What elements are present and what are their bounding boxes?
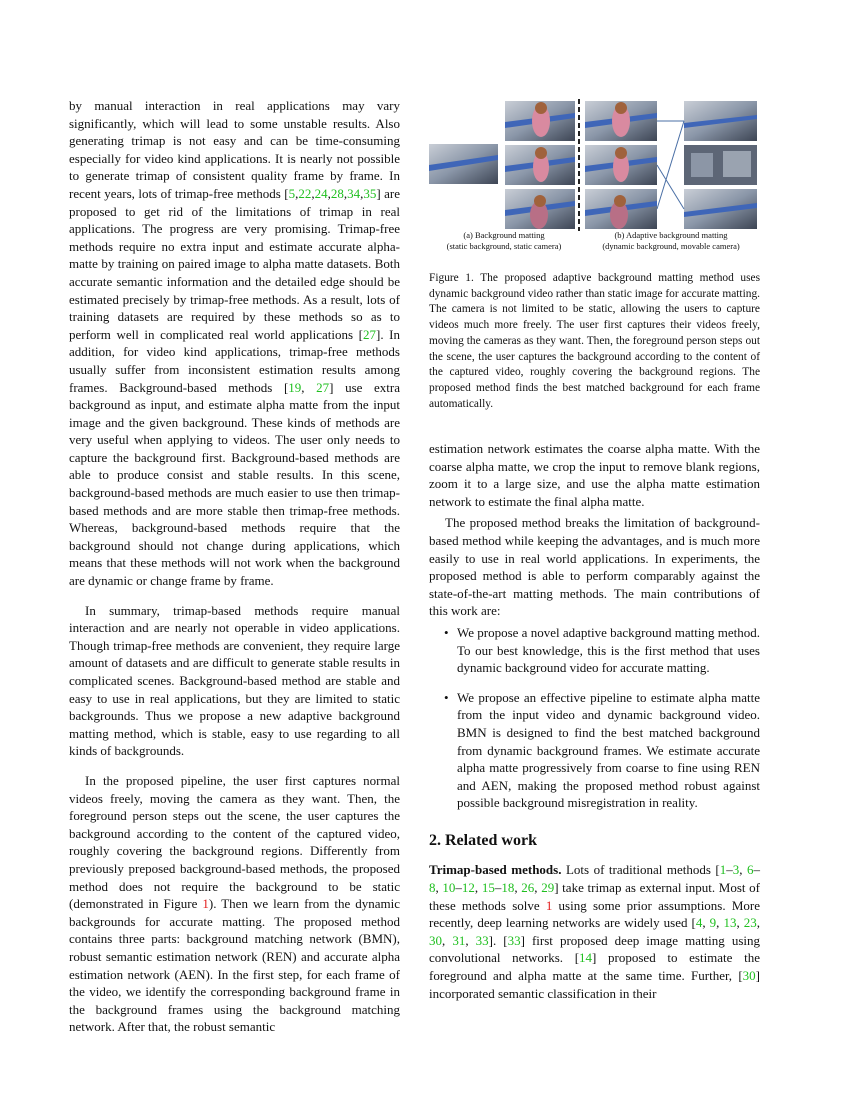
left-column	[69, 97, 400, 1036]
citation-link[interactable]: 23	[743, 915, 757, 931]
right-paragraph-1: estimation network estimates the coarse alpha matte. With the coarse alpha matte, we crop the input to remove blank regions, zoom it to a large size, and use the alpha matte estimation network to estimate the final alpha matte.	[429, 441, 760, 509]
subcaption-b: (b) Adaptive background matting (dynamic background, movable camera)	[602, 230, 740, 251]
input-frame	[585, 189, 657, 229]
citation-link[interactable]: 33	[507, 932, 521, 948]
citation-link[interactable]: 5	[288, 185, 296, 201]
input-frame	[505, 189, 575, 229]
citation-link[interactable]: 1	[719, 862, 727, 878]
input-frame	[505, 101, 575, 141]
citation-link[interactable]: 35	[363, 185, 377, 201]
runin-heading: Trimap-based methods.	[429, 862, 562, 878]
citation-link[interactable]: 27	[362, 326, 376, 342]
matching-lines	[657, 121, 684, 209]
input-frame	[585, 145, 657, 185]
input-frame	[585, 101, 657, 141]
citation-link[interactable]: 33	[475, 932, 489, 948]
section-heading: 2. Related work	[429, 831, 537, 849]
right-paragraph-2: The proposed method breaks the limitation of background-based method while keeping the advantages, and is much more easily to use in real world applications. In experiments, the proposed method is able to perform comparably against the state-of-the-art matting methods. The main contributions of this work are:	[429, 515, 760, 619]
citation-link[interactable]: 34	[347, 185, 361, 201]
figure-1	[429, 84, 760, 412]
citation-link[interactable]: 10	[442, 880, 456, 896]
citation-link[interactable]: 13	[723, 915, 737, 931]
figure-reference-link[interactable]: 1	[202, 896, 209, 912]
left-paragraph-2: In summary, trimap-based methods require manual interaction and are nearly not operable in video applications. Though trimap-free methods are convenient, they require large amount of datasets and are difficult to generate stable results in complicated scenes. Background-based method are stable and easy to use in real applications, but they are limited to static backgrounds. Thus we propose a new adaptive background matting method, which is stable, easy to use regarding to all kinds of backgrounds.	[69, 602, 400, 759]
citation-link[interactable]: 27	[316, 379, 330, 395]
left-paragraph-3: In the proposed pipeline, the user first captures normal videos freely, moving the camera as they want. Then, the foreground person steps out the scene, the user captures the background according to the content of the captured video, roughly covering the background regions. Differently from previously preposed background-based methods, the proposed method does not require the background to be static (demonstrated in Figure 1). Then we learn from the dynamic backgrounds for accurate matting. The proposed method contains three parts: background matching network (BMN), robust semantic estimation network (REN) and accurate alpha estimation network (AEN). In the first step, for each frame of the video, we identify the corresponding background frame in the background frames using the background matching network. After that, the robust semantic	[69, 772, 400, 1035]
dynamic-background-frame	[684, 189, 757, 229]
citation-link[interactable]: 18	[501, 880, 515, 896]
contribution-item: • We propose a novel adaptive background matting method. To our best knowledge, this is the first method that uses dynamic background video for accurate matting.	[457, 624, 760, 677]
dynamic-background-frame	[684, 101, 757, 141]
right-column	[429, 440, 760, 1002]
figure-caption: Figure 1. The proposed adaptive background matting method uses dynamic background video rather than static image for accurate matting. The camera is not limited to be static, allowing the users to capture videos much more freely. The user first captures their videos freely, moving the cameras as they want. Then, the foreground person steps out the scene, the user captures the background according to the content of the captured video, roughly covering the background regions. The proposed method finds the best matched background for each frame automatically.	[429, 272, 760, 410]
citation-link[interactable]: 3	[732, 862, 740, 878]
citation-link[interactable]: 29	[541, 880, 555, 896]
citation-link[interactable]: 22	[298, 185, 312, 201]
citation-link[interactable]: 6	[747, 862, 754, 878]
citation-link[interactable]: 8	[429, 880, 436, 896]
citation-link[interactable]: 14	[579, 950, 593, 966]
citation-link[interactable]: 26	[521, 880, 535, 896]
citation-link[interactable]: 15	[481, 880, 495, 896]
static-background-frame	[429, 144, 498, 184]
citation-link[interactable]: 12	[461, 880, 475, 896]
contributions-list	[429, 624, 760, 812]
equation-reference-link[interactable]: 1	[545, 897, 553, 913]
citation-link[interactable]: 24	[314, 185, 328, 201]
citation-link[interactable]: 31	[452, 932, 466, 948]
subcaption-a: (a) Background matting (static background, static camera)	[446, 230, 562, 251]
contribution-item: • We propose an effective pipeline to estimate alpha matte from the input video and dynamic background video. BMN is designed to find the best matched background from dynamic background frames. We estimate accurate alpha matte progressively from coarse to fine using REN and AEN, making the proposed method robust against possible background misregistration in reality.	[457, 689, 760, 812]
dynamic-background-frame	[684, 145, 757, 185]
input-frame	[505, 145, 575, 185]
citation-link[interactable]: 30	[429, 932, 442, 948]
related-work-paragraph: Trimap-based methods. Lots of traditional methods [1–3, 6–8, 10–12, 15–18, 26, 29] take trimap as external input. Most of these methods solve 1 using some prior assumptions. More recently, deep learning networks are widely used [4, 9, 13, 23, 30, 31, 33]. [33] first proposed deep image matting using convolutional networks. [14] proposed to estimate the foreground and alpha matte at the same time. Further, [30] incorporated semantic classification in their	[429, 862, 761, 1001]
citation-link[interactable]: 9	[709, 915, 717, 931]
citation-link[interactable]: 4	[695, 915, 703, 931]
citation-link[interactable]: 19	[288, 379, 302, 395]
svg-text:.: .	[429, 84, 433, 101]
citation-link[interactable]: 30	[742, 968, 756, 984]
left-paragraph-1: by manual interaction in real applications may vary significantly, which will lead to some unstable results. Also generating trimap is not easy and can be time-consuming especially for video kind applications. It is nearly not possible to generate trimap of consistent quality frame by frame. In recent years, lots of trimap-free methods [5,22,24,28,34,35] are proposed to get rid of the limitations of trimap in real applications. The progress are very promising. Trimap-free methods require no extra input and estimate accurate alpha-matte by training on paired image to alpha matte datasets. Both accurate semantic information and the detailed edge should be estimated precisely by trimap-free methods. As a result, lots of training datasets are required by these methods so as to perform well in complicated real world applications [27]. In addition, for video kind applications, trimap-free methods usually suffer from inconsistent estimation results among frames. Background-based methods [19, 27] use extra background as input, and estimate alpha matte from the input image and the given background. These kinds of methods are very useful when applying to videos. The user only needs to capture the background first. Background-based methods are able to produce consist and stable results. In this scene, background-based methods are much easier to use then trimap-based methods and are more stable then trimap-free methods. Whereas, background-based methods require that the background should not change during applications, which means that these methods will not work when the background are dynamic or change frame by frame.	[69, 98, 401, 589]
citation-link[interactable]: 28	[330, 185, 344, 201]
